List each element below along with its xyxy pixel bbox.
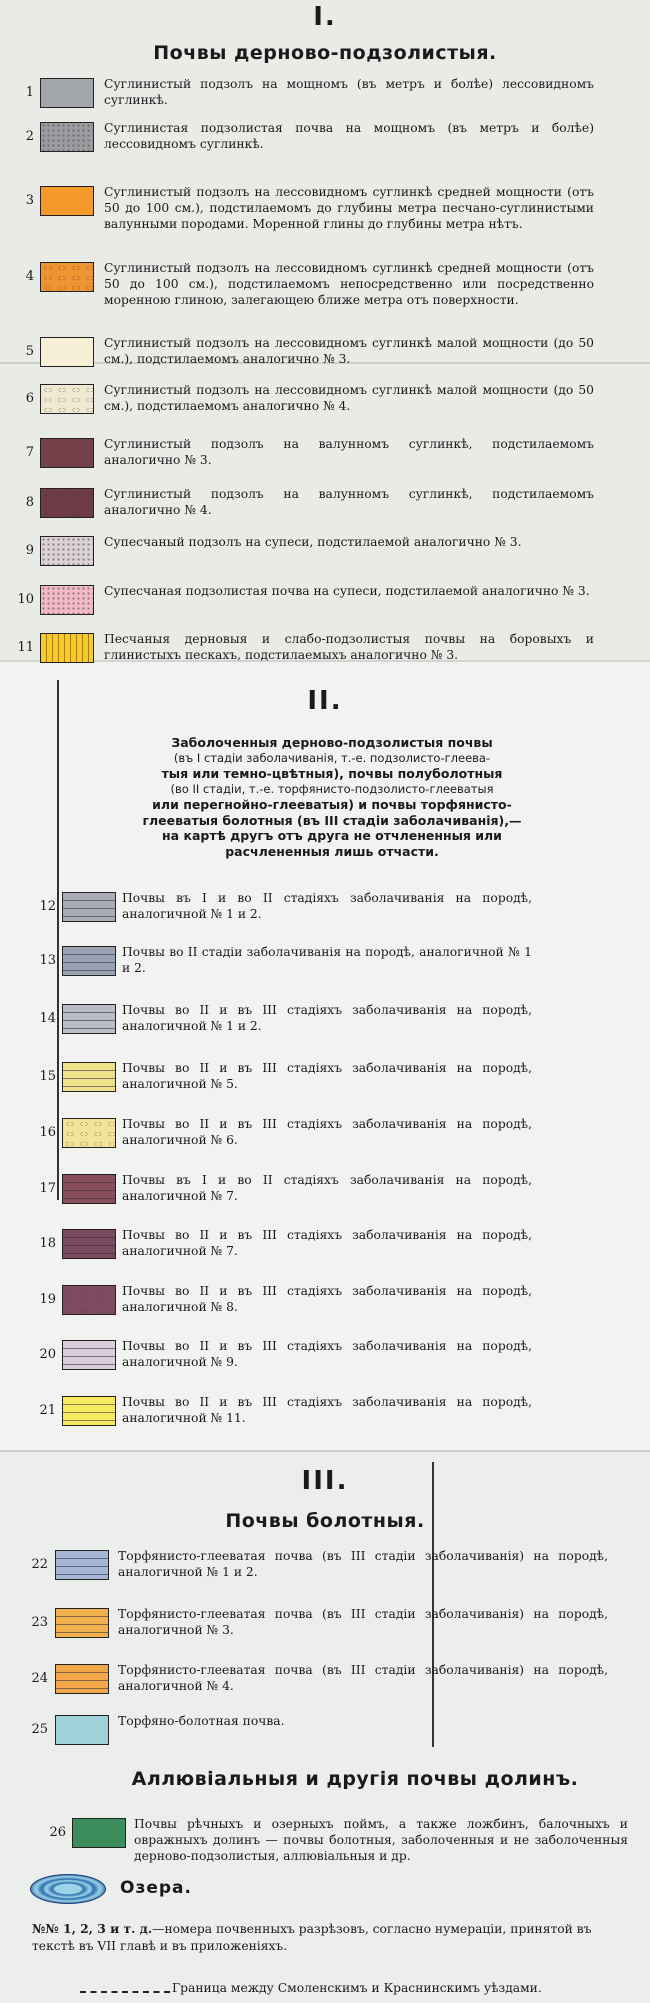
lakes-label: Озера. — [120, 1878, 192, 1898]
legend-description: Суглинистый подзолъ на лессовидномъ суглинкѣ малой мощности (до 50 см.), подстилаемомъ аналогично № 3. — [104, 336, 594, 366]
intro-line: (во II стадіи, т.-е. торфянисто-подзолисто-глееватыя — [170, 781, 494, 796]
legend-number: 4 — [25, 269, 34, 284]
legend-number: 16 — [39, 1125, 56, 1140]
legend-swatch — [55, 1664, 109, 1694]
legend-swatch — [40, 186, 94, 216]
legend-number: 9 — [25, 543, 34, 558]
fold-line — [0, 1450, 650, 1452]
legend-number: 6 — [25, 391, 34, 406]
legend-swatch — [62, 1118, 116, 1148]
legend-swatch — [55, 1715, 109, 1745]
legend-description: Торфяно-болотная почва. — [118, 1714, 285, 1728]
legend-description: Торфянисто-глееватая почва (въ III стадіи заболачиванія) на породѣ, аналогичной № 4. — [118, 1663, 608, 1693]
legend-description: Суглинистый подзолъ на валунномъ суглинкѣ, подстилаемомъ аналогично № 3. — [104, 437, 594, 467]
legend-number: 26 — [49, 1825, 66, 1840]
intro-line: расчлененныя лишь отчасти. — [225, 843, 439, 859]
legend-number: 7 — [25, 445, 34, 460]
intro-line: (въ I стадіи заболачиванія, т.-е. подзолисто-глеева- — [173, 750, 491, 765]
legend-swatch — [40, 585, 94, 615]
legend-number: 22 — [31, 1557, 48, 1572]
section-3-title: Почвы болотныя. — [225, 1510, 425, 1532]
legend-number: 14 — [39, 1011, 56, 1026]
legend-description: Почвы во II и въ III стадіяхъ заболачиванія на породѣ, аналогичной № 7. — [122, 1228, 532, 1258]
legend-swatch — [40, 337, 94, 367]
legend-number: 24 — [31, 1671, 48, 1686]
legend-number: 11 — [17, 640, 34, 655]
legend-description: Почвы во II и въ III стадіяхъ заболачиванія на породѣ, аналогичной № 1 и 2. — [122, 1003, 532, 1033]
legend-description: Суглинистая подзолистая почва на мощномъ (въ метръ и болѣе) лессовидномъ суглинкѣ. — [104, 121, 594, 151]
legend-swatch — [62, 892, 116, 922]
legend-number: 8 — [25, 495, 34, 510]
legend-swatch — [72, 1818, 126, 1848]
legend-number: 2 — [25, 129, 34, 144]
legend-swatch — [62, 1174, 116, 1204]
bracket-line — [432, 1462, 434, 1747]
legend-swatch — [62, 1340, 116, 1370]
legend-swatch — [40, 488, 94, 518]
legend-number: 12 — [39, 899, 56, 914]
intro-line: на картѣ другъ отъ друга не отчлененныя или — [162, 828, 502, 843]
profiles-note-bold: №№ 1, 2, 3 и т. д. — [32, 1921, 153, 1936]
legend-description: Торфянисто-глееватая почва (въ III стадіи заболачиванія) на породѣ, аналогичной № 1 и 2. — [118, 1549, 608, 1579]
profiles-note — [32, 1920, 622, 1955]
legend-swatch — [62, 1229, 116, 1259]
legend-description: Почвы рѣчныхъ и озерныхъ поймъ, а также ложбинъ, балочныхъ и овражныхъ долинъ — почвы болотныя, заболоченныя и не заболоченныя дерново-подзолистыя, аллювіальныя и др. — [134, 1817, 628, 1863]
legend-swatch — [40, 438, 94, 468]
legend-description: Суглинистый подзолъ на лессовидномъ суглинкѣ средней мощности (отъ 50 до 100 см.), подстилаемомъ до глубины метра песчано-суглинистыми валунными породами. Моренной глины до глубины метра нѣтъ. — [104, 185, 594, 231]
legend-swatch — [62, 1396, 116, 1426]
legend-number: 25 — [31, 1722, 48, 1737]
legend-number: 20 — [39, 1347, 56, 1362]
legend-number: 21 — [39, 1403, 56, 1418]
legend-number: 15 — [39, 1069, 56, 1084]
legend-swatch — [55, 1550, 109, 1580]
legend-description: Торфянисто-глееватая почва (въ III стадіи заболачиванія) на породѣ, аналогичной № 3. — [118, 1607, 608, 1637]
section-1-roman: I. — [313, 2, 337, 32]
legend-description: Почвы во II и въ III стадіяхъ заболачиванія на породѣ, аналогичной № 8. — [122, 1284, 532, 1314]
legend-swatch — [40, 633, 94, 663]
legend-swatch — [40, 536, 94, 566]
bracket-line — [57, 680, 59, 1200]
section-3-roman: III. — [301, 1466, 349, 1496]
legend-number: 18 — [39, 1236, 56, 1251]
legend-description: Песчаныя дерновыя и слабо-подзолистыя почвы на боровыхъ и глинистыхъ пескахъ, подстилаемыхъ аналогично № 3. — [104, 632, 594, 662]
legend-number: 23 — [31, 1615, 48, 1630]
legend-description: Почвы въ I и во II стадіяхъ заболачиванія на породѣ, аналогичной № 7. — [122, 1173, 532, 1203]
intro-line: или перегнойно-глееватыя) и почвы торфянисто- — [152, 797, 512, 812]
legend-description: Супесчаная подзолистая почва на супеси, подстилаемой аналогично № 3. — [104, 584, 590, 598]
legend-number: 1 — [25, 85, 34, 100]
legend-description: Почвы во II стадіи заболачиванія на породѣ, аналогичной № 1 и 2. — [122, 945, 532, 975]
intro-line: тыя или темно-цвѣтныя), почвы полуболотныя — [161, 766, 503, 781]
legend-swatch — [40, 262, 94, 292]
legend-swatch — [40, 78, 94, 108]
legend-number: 3 — [25, 193, 34, 208]
legend-description: Почвы въ I и во II стадіяхъ заболачиванія на породѣ, аналогичной № 1 и 2. — [122, 891, 532, 921]
legend-number: 19 — [39, 1292, 56, 1307]
legend-number: 5 — [25, 344, 34, 359]
profiles-note-text: —номера почвенныхъ разрѣзовъ, согласно нумераціи, принятой въ текстѣ въ VII главѣ и въ приложеніяхъ. — [32, 1922, 592, 1953]
border-dash-symbol — [80, 1991, 170, 1993]
section-1-title: Почвы дерново-подзолистыя. — [153, 42, 497, 64]
border-note: Граница между Смоленскимъ и Краснинскимъ уѣздами. — [172, 1981, 542, 1995]
legend-swatch — [62, 946, 116, 976]
legend-description: Почвы во II и въ III стадіяхъ заболачиванія на породѣ, аналогичной № 9. — [122, 1339, 532, 1369]
legend-description: Суглинистый подзолъ на лессовидномъ суглинкѣ малой мощности (до 50 см.), подстилаемомъ аналогично № 4. — [104, 383, 594, 413]
intro-line: глееватыя болотныя (въ III стадіи заболачиванія),— — [142, 812, 522, 828]
legend-description: Почвы во II и въ III стадіяхъ заболачиванія на породѣ, аналогичной № 11. — [122, 1395, 532, 1425]
legend-swatch — [62, 1285, 116, 1315]
legend-swatch — [55, 1608, 109, 1638]
intro-line: Заболоченныя дерново-подзолистыя почвы — [171, 735, 493, 750]
legend-description: Суглинистый подзолъ на лессовидномъ суглинкѣ средней мощности (отъ 50 до 100 см.), подстилаемомъ непосредственно или посредственно моренною глиною, залегающею ближе метра отъ поверхности. — [104, 261, 594, 307]
legend-description: Суглинистый подзолъ на валунномъ суглинкѣ, подстилаемомъ аналогично № 4. — [104, 487, 594, 517]
section-2-roman: II. — [307, 686, 343, 716]
legend-swatch — [40, 122, 94, 152]
section-4-title: Аллювіальныя и другія почвы долинъ. — [131, 1768, 579, 1790]
legend-description: Почвы во II и въ III стадіяхъ заболачиванія на породѣ, аналогичной № 5. — [122, 1061, 532, 1091]
legend-description: Суглинистый подзолъ на мощномъ (въ метръ и болѣе) лессовидномъ суглинкѣ. — [104, 77, 594, 107]
legend-number: 13 — [39, 953, 56, 968]
legend-swatch — [40, 384, 94, 414]
lake-icon — [30, 1874, 106, 1904]
legend-swatch — [62, 1062, 116, 1092]
legend-number: 10 — [17, 592, 34, 607]
legend-description: Супесчаный подзолъ на супеси, подстилаемой аналогично № 3. — [104, 535, 522, 549]
legend-number: 17 — [39, 1181, 56, 1196]
section-2-intro — [122, 735, 542, 859]
legend-description: Почвы во II и въ III стадіяхъ заболачиванія на породѣ, аналогичной № 6. — [122, 1117, 532, 1147]
legend-swatch — [62, 1004, 116, 1034]
